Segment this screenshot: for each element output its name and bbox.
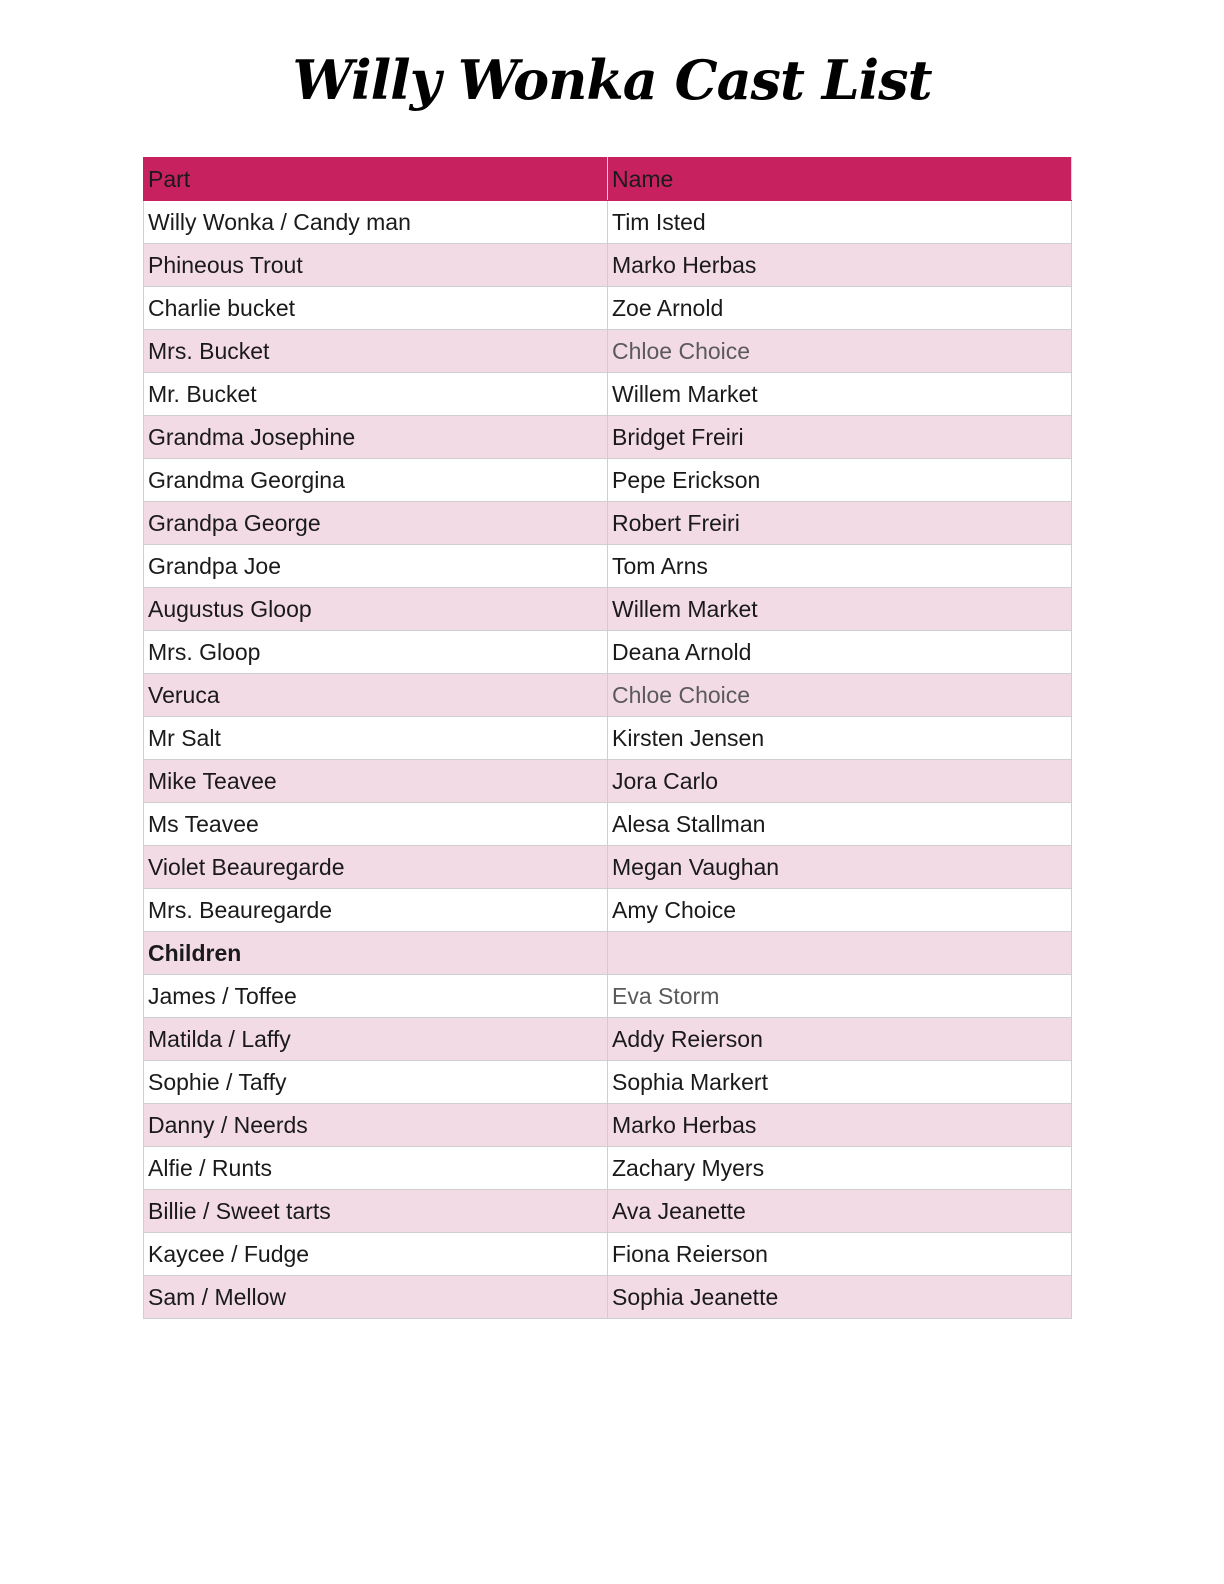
name-cell: Eva Storm [608, 975, 1072, 1018]
part-cell: Willy Wonka / Candy man [144, 201, 608, 244]
part-cell: Mrs. Beauregarde [144, 889, 608, 932]
part-cell: Grandpa George [144, 502, 608, 545]
name-cell: Deana Arnold [608, 631, 1072, 674]
table-row [144, 1190, 1072, 1233]
name-cell: Addy Reierson [608, 1018, 1072, 1061]
table-row [144, 760, 1072, 803]
name-cell: Ava Jeanette [608, 1190, 1072, 1233]
page-title: Willy Wonka Cast List [292, 48, 932, 112]
part-cell: Violet Beauregarde [144, 846, 608, 889]
name-cell: Robert Freiri [608, 502, 1072, 545]
part-cell: Grandpa Joe [144, 545, 608, 588]
cast-table [143, 157, 1072, 1319]
table-row [144, 502, 1072, 545]
part-cell: Mrs. Gloop [144, 631, 608, 674]
name-cell: Jora Carlo [608, 760, 1072, 803]
section-row-children [144, 932, 1072, 975]
part-cell: Mrs. Bucket [144, 330, 608, 373]
table-row [144, 244, 1072, 287]
table-header-row [144, 158, 1072, 201]
name-cell: Chloe Choice [608, 674, 1072, 717]
table-row [144, 330, 1072, 373]
table-row [144, 1018, 1072, 1061]
part-cell: Mr. Bucket [144, 373, 608, 416]
part-cell: Grandma Josephine [144, 416, 608, 459]
name-cell: Megan Vaughan [608, 846, 1072, 889]
part-cell: Sophie / Taffy [144, 1061, 608, 1104]
part-cell: Charlie bucket [144, 287, 608, 330]
name-cell: Kirsten Jensen [608, 717, 1072, 760]
table-row [144, 1061, 1072, 1104]
part-cell: Veruca [144, 674, 608, 717]
name-cell: Tom Arns [608, 545, 1072, 588]
table-row [144, 803, 1072, 846]
table-row [144, 674, 1072, 717]
table-row [144, 1147, 1072, 1190]
name-cell: Marko Herbas [608, 244, 1072, 287]
part-cell: Kaycee / Fudge [144, 1233, 608, 1276]
table-row [144, 373, 1072, 416]
name-cell: Fiona Reierson [608, 1233, 1072, 1276]
name-cell: Zoe Arnold [608, 287, 1072, 330]
table-row [144, 287, 1072, 330]
table-row [144, 717, 1072, 760]
table-row [144, 459, 1072, 502]
name-cell: Sophia Markert [608, 1061, 1072, 1104]
name-cell: Amy Choice [608, 889, 1072, 932]
part-cell: Billie / Sweet tarts [144, 1190, 608, 1233]
part-cell: Mike Teavee [144, 760, 608, 803]
table-row [144, 846, 1072, 889]
part-cell: Augustus Gloop [144, 588, 608, 631]
name-cell: Willem Market [608, 373, 1072, 416]
table-row [144, 889, 1072, 932]
part-cell: Ms Teavee [144, 803, 608, 846]
name-cell: Sophia Jeanette [608, 1276, 1072, 1319]
part-cell: James / Toffee [144, 975, 608, 1018]
name-cell: Tim Isted [608, 201, 1072, 244]
part-cell: Alfie / Runts [144, 1147, 608, 1190]
table-row [144, 416, 1072, 459]
table-row [144, 1276, 1072, 1319]
name-cell: Pepe Erickson [608, 459, 1072, 502]
part-cell: Matilda / Laffy [144, 1018, 608, 1061]
name-cell: Zachary Myers [608, 1147, 1072, 1190]
part-cell: Grandma Georgina [144, 459, 608, 502]
table-row [144, 588, 1072, 631]
name-cell: Willem Market [608, 588, 1072, 631]
name-cell: Alesa Stallman [608, 803, 1072, 846]
part-cell: Mr Salt [144, 717, 608, 760]
table-row [144, 201, 1072, 244]
column-header-part: Part [144, 158, 608, 201]
table-row [144, 545, 1072, 588]
name-cell: Chloe Choice [608, 330, 1072, 373]
part-cell: Danny / Neerds [144, 1104, 608, 1147]
table-row [144, 631, 1072, 674]
part-cell: Sam / Mellow [144, 1276, 608, 1319]
name-cell: Marko Herbas [608, 1104, 1072, 1147]
name-cell [608, 932, 1072, 975]
name-cell: Bridget Freiri [608, 416, 1072, 459]
section-heading: Children [144, 932, 608, 975]
column-header-name: Name [608, 158, 1072, 201]
table-row [144, 1104, 1072, 1147]
table-row [144, 975, 1072, 1018]
table-row [144, 1233, 1072, 1276]
part-cell: Phineous Trout [144, 244, 608, 287]
